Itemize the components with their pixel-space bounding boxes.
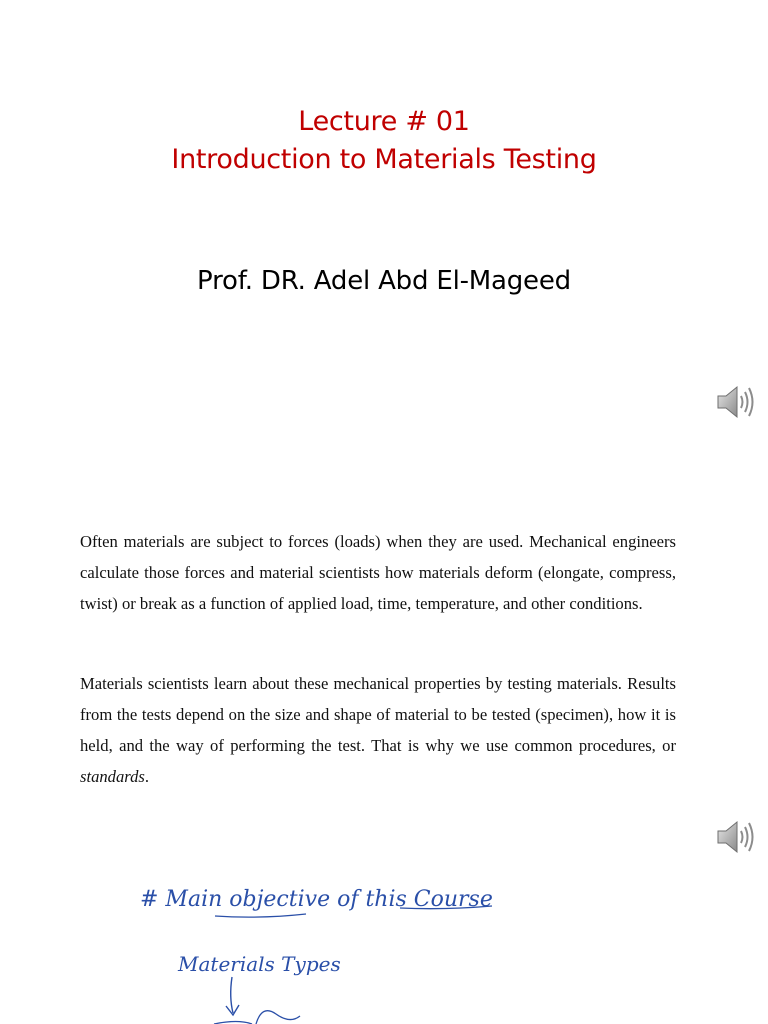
note-scribble-2	[256, 1011, 300, 1024]
note-materials-types: Materials Types	[178, 952, 341, 976]
note-main-objective: # Main objective of this Course	[140, 887, 493, 912]
lecture-number: Lecture # 01	[298, 106, 470, 137]
note-arrow-line	[231, 977, 233, 1013]
paragraph-testing-main: Materials scientists learn about these mechanical properties by testing materials. Results from the tests depend on the size and shape of material to be tested (specimen), how it is held, and the way of performing the test. That is why we use common procedures, or	[80, 674, 676, 755]
note-underline-1	[215, 914, 306, 917]
lecture-title: Introduction to Materials Testing	[171, 144, 597, 175]
author-name: Prof. DR. Adel Abd El-Mageed	[197, 266, 571, 296]
paragraph-forces: Often materials are subject to forces (loads) when they are used. Mechanical engineers calculate those forces and material scientists how materials deform (elongate, compress, twist) or break as a function of applied load, time, temperature, and other conditions.	[80, 532, 676, 613]
paragraph-testing-emphasis: standards	[80, 767, 145, 786]
paragraph-testing-end: .	[144, 767, 150, 786]
